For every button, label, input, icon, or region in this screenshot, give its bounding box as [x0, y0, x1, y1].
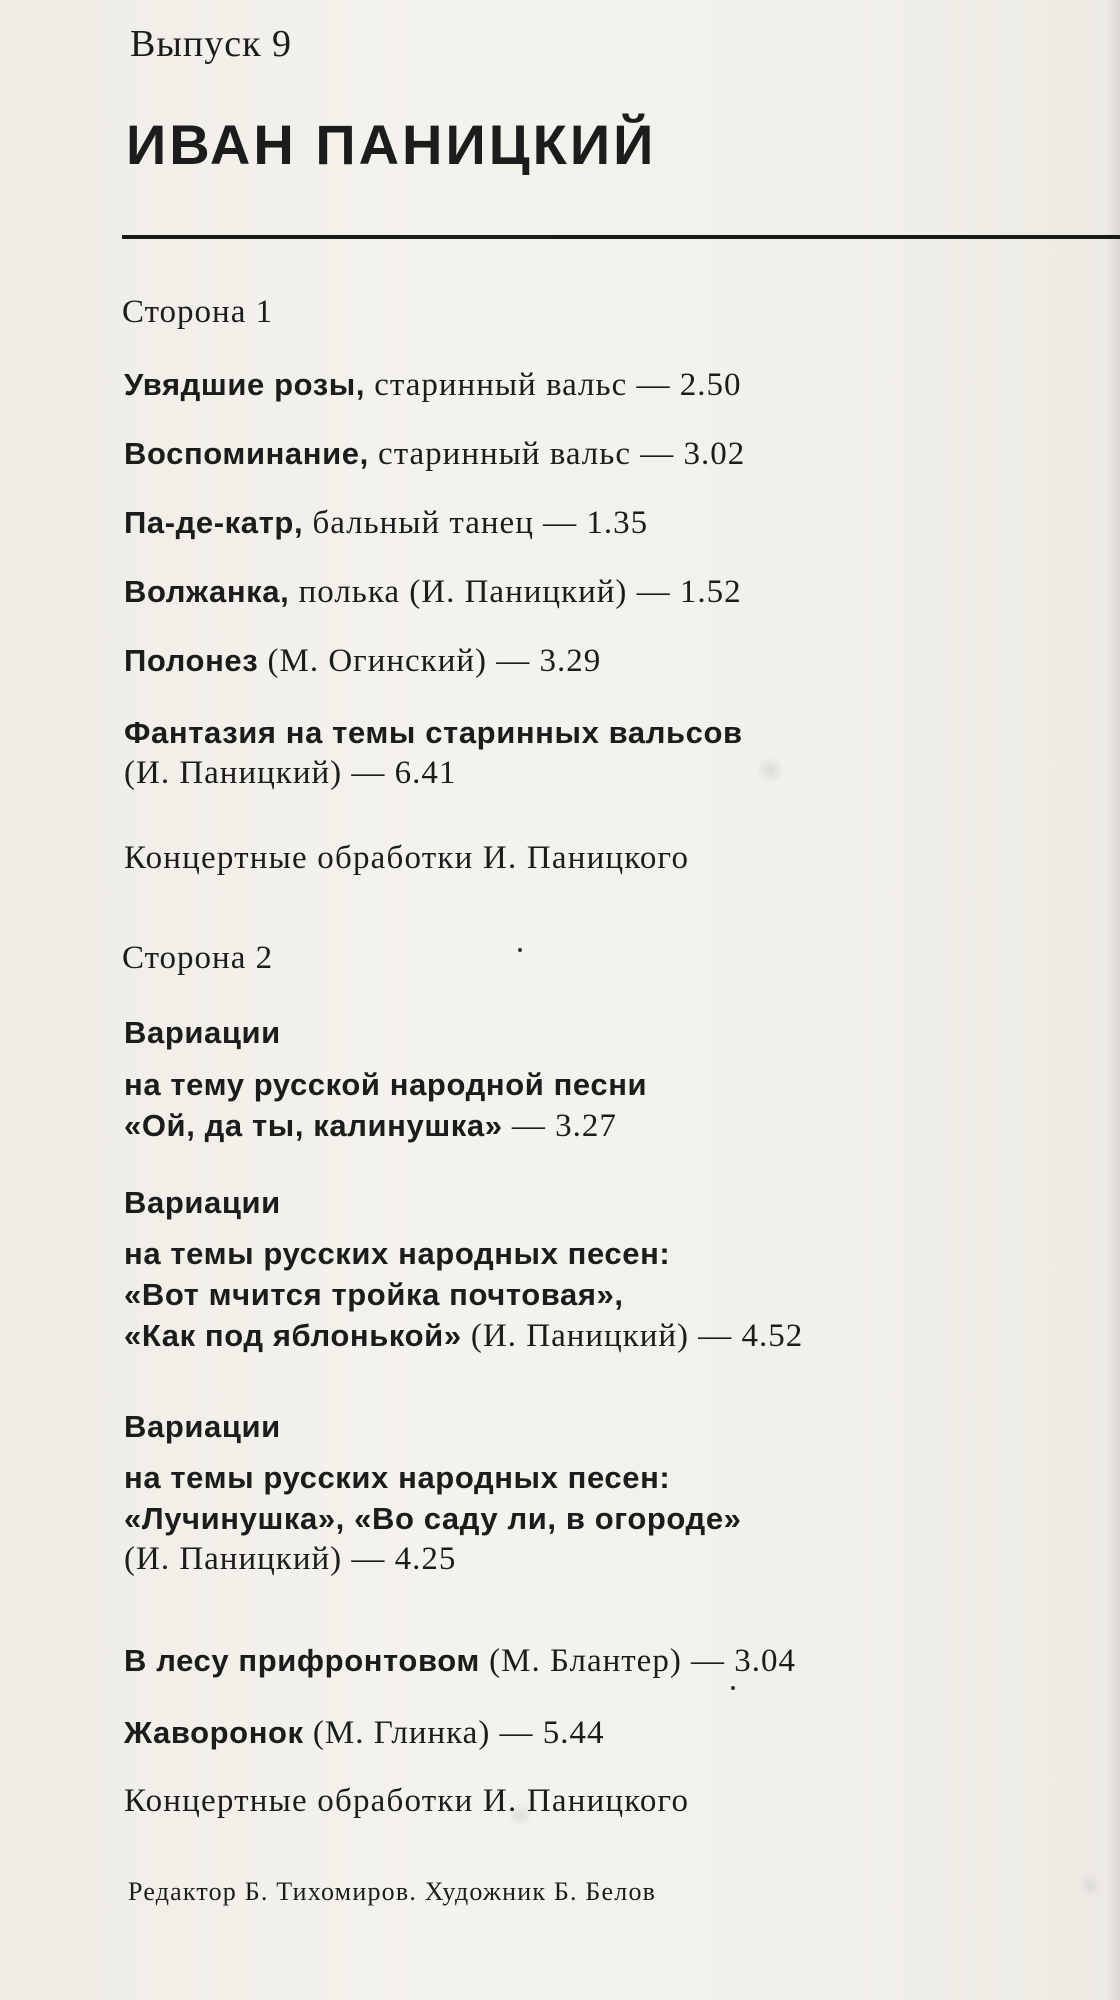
issue-number: Выпуск 9 — [130, 23, 293, 65]
track-details: (М. Блантер) — 3.04 — [479, 1643, 797, 1679]
side-1-track-6 — [124, 712, 743, 794]
artist-name: ИВАН ПАНИЦКИЙ — [126, 113, 657, 176]
side-1-label: Сторона 1 — [122, 294, 274, 330]
track-title-line: «Как под яблонькой» — [124, 1318, 462, 1353]
header-divider — [122, 235, 1120, 239]
print-speck — [518, 948, 522, 952]
side-1-arrangement-note: Концертные обработки И. Паницкого — [124, 840, 690, 876]
track-details: (М. Огинский) — 3.29 — [258, 643, 602, 679]
side-2-track-5 — [124, 1712, 605, 1754]
side-2-track-2 — [124, 1182, 803, 1357]
credits: Редактор Б. Тихомиров. Художник Б. Белов — [128, 1877, 657, 1906]
track-details: (И. Паницкий) — 6.41 — [124, 755, 457, 791]
track-title: Полонез — [124, 643, 259, 678]
sleeve-edge-shadow — [1106, 0, 1120, 2000]
track-title: Фантазия на темы старинных вальсов — [124, 715, 743, 750]
side-2-track-4 — [124, 1640, 796, 1682]
track-details: (М. Глинка) — 5.44 — [303, 1715, 605, 1751]
track-title-line: на темы русских народных песен: — [124, 1460, 671, 1495]
track-title-line: Вариации — [124, 1015, 281, 1050]
side-1-track-4 — [124, 571, 742, 613]
side-1-track-5 — [124, 640, 601, 682]
track-title: Воспоминание, — [124, 436, 369, 471]
print-speck — [731, 1686, 735, 1690]
track-title-line: Вариации — [124, 1185, 281, 1220]
track-title-line: «Лучинушка», «Во саду ли, в огороде» — [124, 1501, 742, 1536]
track-details: старинный вальс — 2.50 — [365, 367, 742, 403]
side-2-track-3 — [124, 1406, 742, 1580]
track-title: Жаворонок — [124, 1715, 304, 1750]
track-title: Па-де-катр, — [124, 505, 304, 540]
track-details: старинный вальс — 3.02 — [368, 436, 746, 472]
track-title-line: на тему русской народной песни — [124, 1067, 648, 1102]
track-title: Волжанка, — [124, 574, 290, 609]
track-title-line: на темы русских народных песен: — [124, 1236, 671, 1271]
side-1-track-2 — [124, 433, 745, 475]
track-details: (И. Паницкий) — 4.25 — [124, 1541, 457, 1577]
track-details: — 3.27 — [502, 1108, 617, 1144]
track-title: Увядшие розы, — [124, 367, 366, 402]
side-1-track-1 — [124, 364, 741, 406]
track-title-line: «Вот мчится тройка почтовая», — [124, 1277, 624, 1312]
side-1-track-3 — [124, 502, 648, 544]
track-details: полька (И. Паницкий) — 1.52 — [289, 574, 742, 610]
side-2-arrangement-note: Концертные обработки И. Паницкого — [124, 1783, 690, 1819]
track-title-line: Вариации — [124, 1409, 281, 1444]
track-title-line: «Ой, да ты, калинушка» — [124, 1108, 503, 1143]
side-2-track-1 — [124, 1012, 647, 1147]
track-details: бальный танец — 1.35 — [303, 505, 649, 541]
track-title: В лесу прифронтовом — [124, 1643, 480, 1678]
side-2-label: Сторона 2 — [122, 940, 274, 976]
track-details: (И. Паницкий) — 4.52 — [461, 1318, 804, 1354]
